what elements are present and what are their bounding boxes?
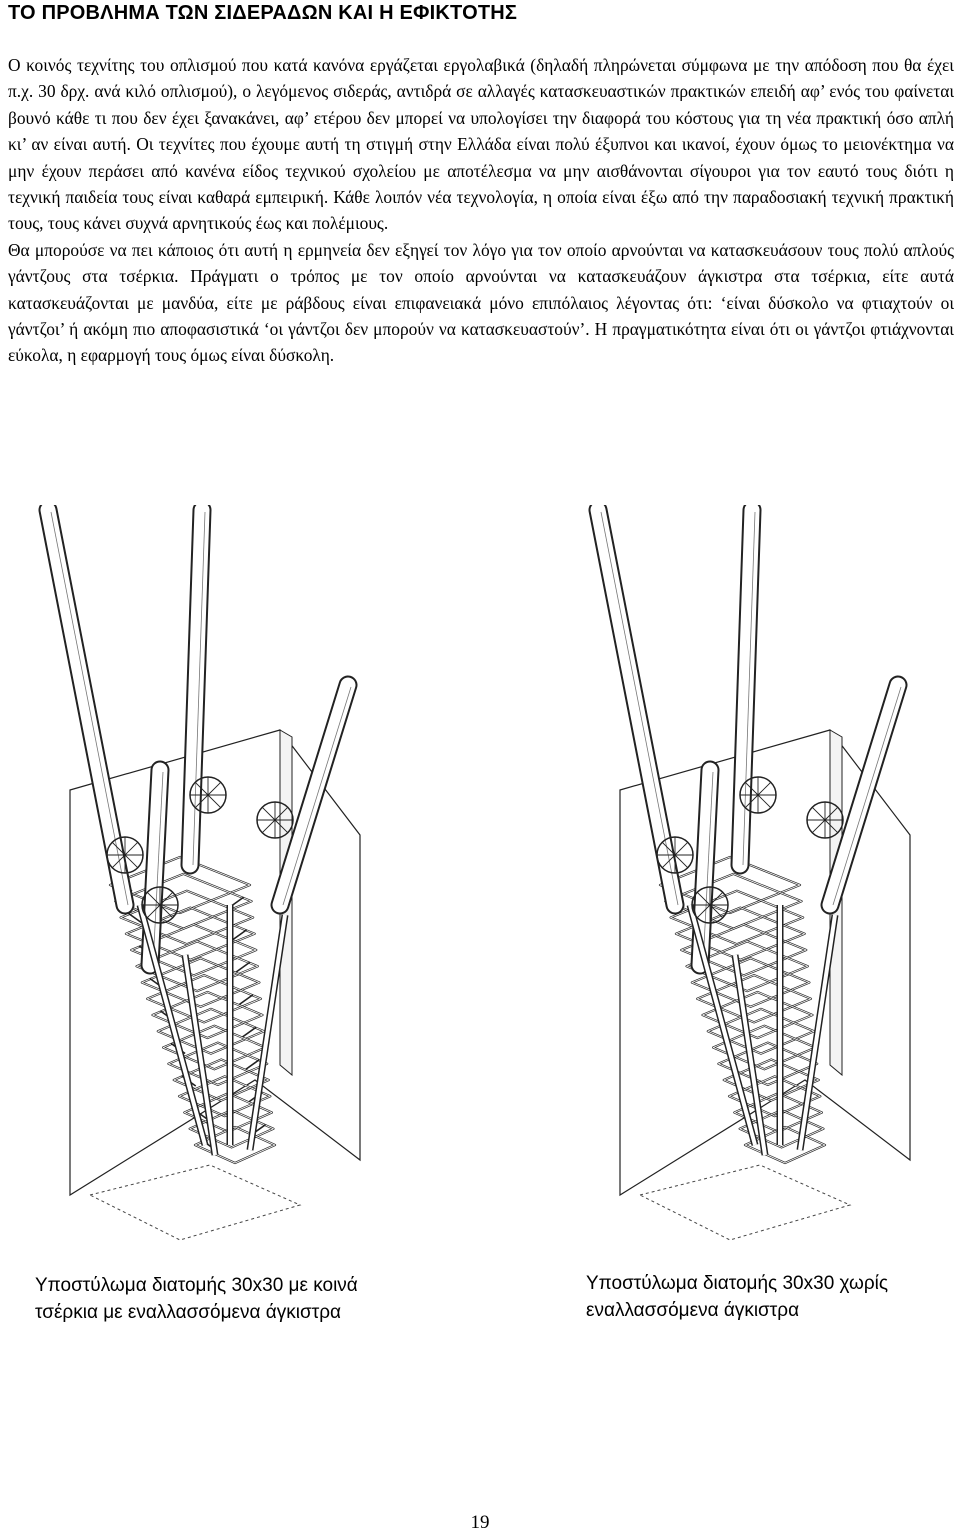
page-number: 19 (470, 1512, 490, 1533)
spacer-spoke (812, 807, 825, 820)
rebar-fill (598, 510, 675, 905)
column-reinforcement-drawing (580, 505, 960, 1260)
paragraph: Ο κοινός τεχνίτης του οπλισμού που κατά κανόνα εργάζεται εργολαβικά (δηλαδή πληρώνεται σύμφωνα με την απόδοση που θα έχει π.χ. 30 δρχ. ανά κιλό οπλισμού), ο λεγόμενος σιδεράς, αντιδρά σε αλλαγές κατασκευαστικών πρακτικών επειδή αφ’ ενός του φαίνεται βουνό κάθε τι που δεν έχει ξανακάνει, αφ’ ετέρου δεν μπορεί να υπολογίσει την διαφορά του κόστους για τη νέα πρακτική όσο απλή κι’ αν είναι αυτή. Οι τεχνίτες που έχουμε αυτή τη στιγμή στην Ελλάδα είναι πολύ έξυπνοι και ικανοί, έχουν όμως το μειονέκτημα να μην έχουν περάσει από κανένα είδος τεχνικού σχολείου με αποτέλεσμα να μην αισθάνονται σίγουροι για τον εαυτό τους διότι η τεχνική παιδεία τους είναι καθαρά εμπειρική. Κάθε λοιπόν νέα τεχνολογία, η οποία είναι έξω από την παραδοσιακή τεχνική πρακτική τους, τους κάνει συχνά αρνητικούς έως και πολέμιους. (8, 55, 954, 234)
figure-caption: Υποστύλωμα διατομής 30x30 χωρίς εναλλασσόμενα άγκιστρα (586, 1273, 889, 1321)
spacer-spoke (675, 842, 688, 855)
spacer-spoke (262, 820, 275, 833)
figure-column-without-alternating-hooks (580, 505, 960, 1260)
column-reinforcement-drawing (30, 505, 410, 1260)
paragraph: Θα μπορούσε να πει κάποιος ότι αυτή η ερμηνεία δεν εξηγεί τον λόγο για τον οποίο αρνούνται να κατασκευάσουν τους πολύ απλούς γάντζους στα τσέρκια. Πράγματι ο τρόπος με τον οποίο αρνούνται να κατασκευάζουν άγκιστρα στα τσέρκια, είτε αυτά κατασκευάζονται με μανδύα, είτε με ράβδους είναι επιφανειακά μόνο επιπόλαιος λέγοντας ότι: ‘είναι δύσκολο να φτιαχτούν οι γάντζοι’ ή ακόμη πιο αποφασιστικά ‘οι γάντζοι δεν μπορούν να κατασκευαστούν’. Η πραγματικότητα είναι ότι οι γάντζοι φτιάχνονται εύκολα, η εφαρμογή τους όμως είναι δύσκολη. (8, 239, 954, 366)
rebar-fill (48, 510, 125, 905)
rebar-rib (833, 687, 901, 905)
spacer-spoke (125, 842, 138, 855)
spacer-spoke (208, 782, 221, 795)
rebar-rib (283, 687, 351, 905)
spacer-spoke (758, 795, 771, 808)
spacer-spoke (812, 820, 825, 833)
spacer-spoke (758, 782, 771, 795)
figure-caption: Υποστύλωμα διατομής 30x30 με κοινά τσέρκια με εναλλασσόμενα άγκιστρα (35, 1275, 358, 1323)
body-text (8, 52, 954, 369)
base-outline (90, 1165, 300, 1240)
spacer-spoke (208, 795, 221, 808)
page-title: ΤΟ ΠΡΟΒΛΗΜΑ ΤΩΝ ΣΙΔΕΡΑΔΩΝ ΚΑΙ Η ΕΦΙΚΤΟΤΗΣ (8, 2, 518, 24)
spacer-spoke (262, 807, 275, 820)
figure-column-with-alternating-hooks (30, 505, 410, 1260)
base-outline (640, 1165, 850, 1240)
